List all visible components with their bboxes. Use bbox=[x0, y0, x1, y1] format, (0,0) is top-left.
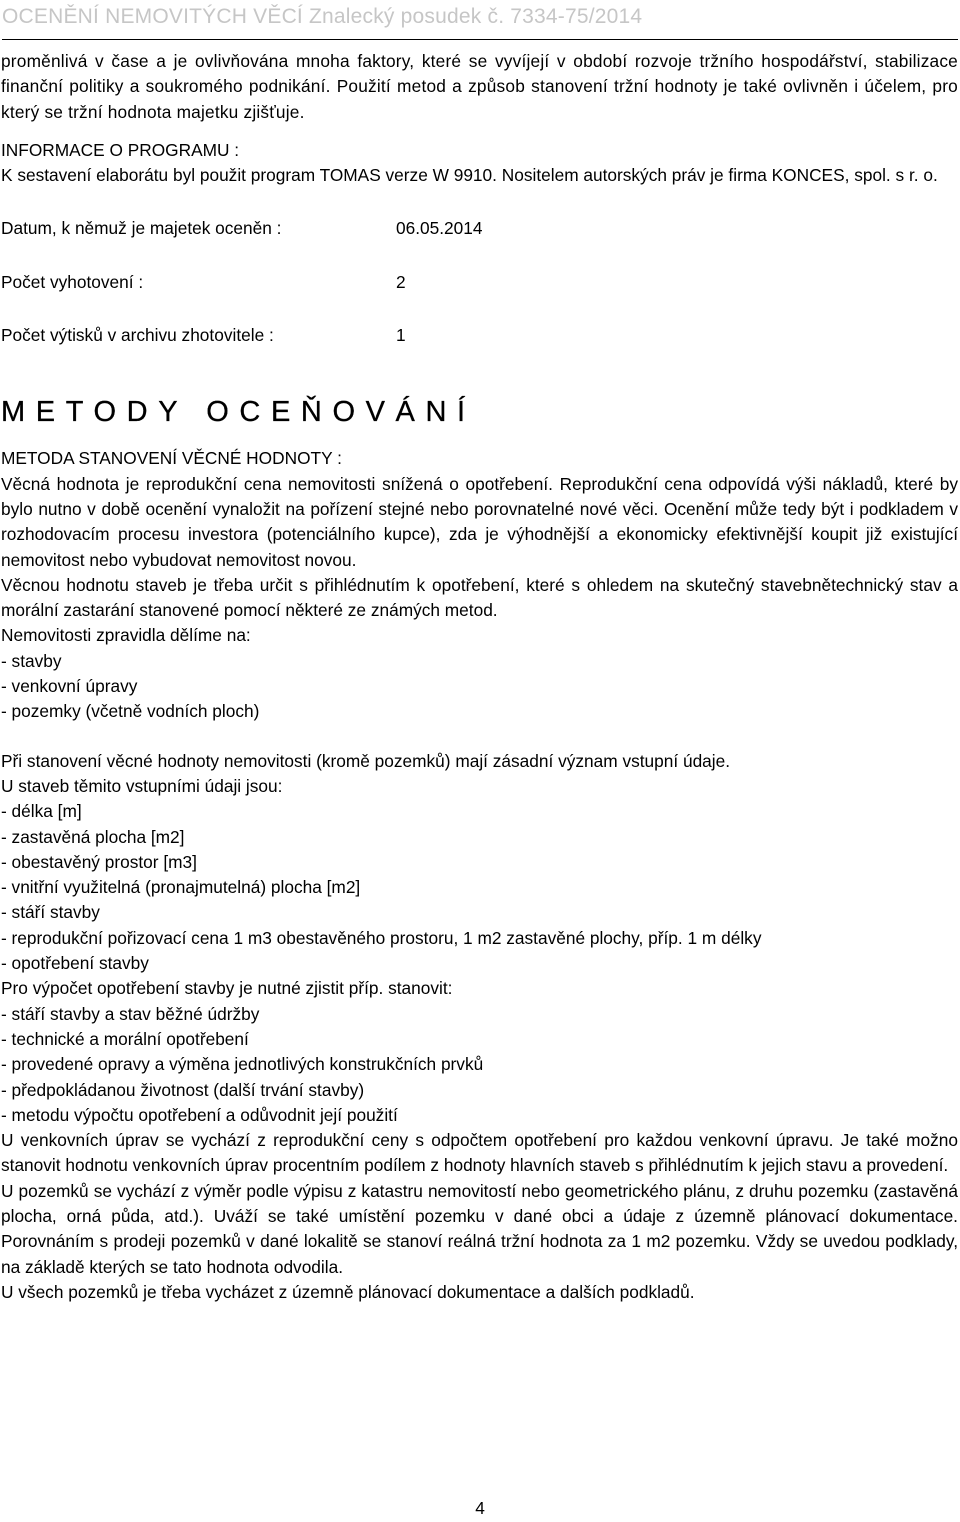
property-types-list bbox=[1, 649, 958, 725]
list-item: - opotřebení stavby bbox=[1, 953, 149, 974]
archive-value: 1 bbox=[396, 325, 406, 346]
list-item: - délka [m] bbox=[1, 801, 82, 822]
archive-label: Počet výtisků v archivu zhotovitele : bbox=[1, 325, 274, 346]
methods-paragraph-9: U všech pozemků je třeba vycházet z územně plánovací dokumentace a dalších podkladů. bbox=[1, 1281, 695, 1302]
list-item: - stáří stavby a stav běžné údržby bbox=[1, 1003, 260, 1024]
list-item: - technické a morální opotřebení bbox=[1, 1028, 249, 1049]
methods-paragraph-5: U staveb těmito vstupními údaji jsou: bbox=[1, 775, 283, 796]
copies-label: Počet vyhotovení : bbox=[1, 271, 144, 292]
methods-paragraph-4: Při stanovení věcné hodnoty nemovitosti (kromě pozemků) mají zásadní význam vstupní údaje. bbox=[1, 750, 731, 771]
methods-paragraph-7: U venkovních úprav se vychází z reprodukční ceny s odpočtem opotřebení pro každou venkovní úpravu. Je také možno stanovit hodnotu venkovních úprav procentním podílem z hodnoty hlavních staveb s přihlédnutím k jejich stavu a provedení. bbox=[1, 1130, 958, 1176]
list-item: - stáří stavby bbox=[1, 902, 100, 923]
list-item: - venkovní úpravy bbox=[1, 676, 138, 697]
methods-paragraph-8: U pozemků se vychází z výměr podle výpisu z katastru nemovitostí nebo geometrického plánu, z druhu pozemku (zastavěná plocha, orná půda, atd.). Uváží se také umístění pozemku v dané obci a údaje z územně plánovací dokumentace. Porovnáním s prodeji pozemků v dané lokalitě se stanoví reálná tržní hodnota za 1 m2 pozemku. Vždy se uvedou podklady, na základě kterých se tato hodnota odvodila. bbox=[1, 1180, 958, 1277]
list-item: - pozemky (včetně vodních ploch) bbox=[1, 701, 260, 722]
valuation-date-label: Datum, k němuž je majetek oceněn : bbox=[1, 218, 282, 239]
depreciation-list bbox=[1, 1002, 958, 1128]
methods-paragraph-1: Věcná hodnota je reprodukční cena nemovitosti snížená o opotřebení. Reprodukční cena odpovídá výši nákladů, které by bylo nutno v době ocenění vynaložit na pořízení stejné nebo porovnatelné nové věci. Ocenění může tedy být i podkladem v rozhodovacím procesu investora (potenciálního kupce), zda je výhodnější a ekonomicky efektivnější koupit již existující nemovitost nebo vybudovat nemovitost novou. bbox=[1, 473, 958, 570]
page-number: 4 bbox=[475, 1498, 485, 1518]
list-item: - obestavěný prostor [m3] bbox=[1, 851, 197, 872]
methods-subheading: METODA STANOVENÍ VĚCNÉ HODNOTY : bbox=[1, 448, 342, 469]
list-item: - zastavěná plocha [m2] bbox=[1, 826, 185, 847]
copies-row bbox=[1, 270, 958, 295]
page-header bbox=[2, 3, 958, 40]
document-body bbox=[1, 49, 958, 1305]
archive-row bbox=[1, 323, 958, 348]
valuation-date-row bbox=[1, 216, 958, 241]
list-item: - provedené opravy a výměna jednotlivých konstrukčních prvků bbox=[1, 1054, 484, 1075]
list-item: - vnitřní využitelná (pronajmutelná) plocha [m2] bbox=[1, 877, 361, 898]
program-heading: INFORMACE O PROGRAMU : bbox=[1, 139, 240, 160]
methods-paragraph-3: Nemovitosti zpravidla dělíme na: bbox=[1, 625, 251, 646]
intro-paragraph: proměnlivá v čase a je ovlivňována mnoha faktory, které se vyvíjejí v období rozvoje tržního hospodářství, stabilizace finanční politiky a soukromého podnikání. Použití metod a způsob stanovení tržní hodnoty je také ovlivněn i účelem, pro který se tržní hodnota majetku zjišťuje. bbox=[1, 51, 958, 122]
methods-paragraph-6: Pro výpočet opotřebení stavby je nutné zjistit příp. stanovit: bbox=[1, 978, 453, 999]
methods-title: METODY OCEŇOVÁNÍ bbox=[1, 396, 476, 429]
header-title: OCENĚNÍ NEMOVITÝCH VĚCÍ Znalecký posudek č. 7334-75/2014 bbox=[2, 5, 643, 28]
list-item: - metodu výpočtu opotřebení a odůvodnit její použití bbox=[1, 1104, 398, 1125]
valuation-date-value: 06.05.2014 bbox=[396, 218, 483, 239]
list-item: - reprodukční pořizovací cena 1 m3 obestavěného prostoru, 1 m2 zastavěné plochy, příp. 1 m délky bbox=[1, 927, 762, 948]
program-text: K sestavení elaborátu byl použit program TOMAS verze W 9910. Nositelem autorských práv je firma KONCES, spol. s r. o. bbox=[1, 165, 938, 186]
methods-paragraph-2: Věcnou hodnotu staveb je třeba určit s přihlédnutím k opotřebení, které s ohledem na skutečný stavebnětechnický stav a morální zastarání stanovené pomocí některé ze známých metod. bbox=[1, 574, 958, 621]
input-data-list bbox=[1, 799, 958, 976]
copies-value: 2 bbox=[396, 271, 406, 292]
list-item: - předpokládanou životnost (další trvání stavby) bbox=[1, 1079, 365, 1100]
list-item: - stavby bbox=[1, 650, 62, 671]
